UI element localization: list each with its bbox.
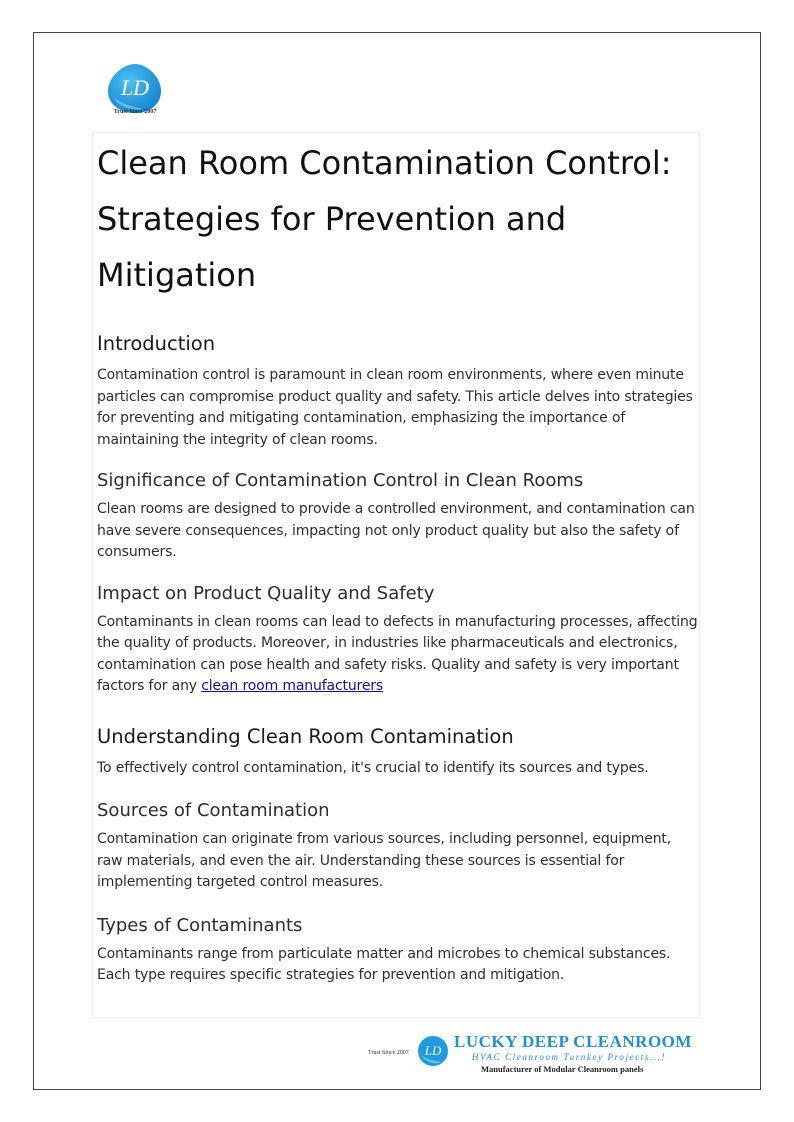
significance-heading: Significance of Contamination Control in Clean Rooms [97, 470, 584, 491]
sources-text: Contamination can originate from various sources, including personnel, equipment, raw materials, and even the air. Understanding these sources is essential for implementing targeted control measures. [97, 831, 672, 890]
understanding-text: To effectively control contamination, it's crucial to identify its sources and types. [97, 759, 649, 776]
sources-heading: Sources of Contamination [97, 800, 330, 821]
clean-room-manufacturers-link[interactable]: clean room manufacturers [201, 678, 384, 694]
impact-text-body: Contaminants in clean rooms can lead to defects in manufacturing processes, affecting the quality of products. Moreover, in industries like pharmaceuticals and electronics, contamination can pose health and safety risks. Quality and safety is very important factors for any [97, 613, 698, 694]
footer-ld-logo-icon [416, 1034, 450, 1068]
types-text: Contaminants range from particulate matter and microbes to chemical substances. Each type requires specific strategies for prevention and mitigation. [97, 945, 671, 983]
understanding-heading: Understanding Clean Room Contamination [97, 724, 514, 748]
footer-company-name: LUCKY DEEP CLEANROOM [454, 1032, 692, 1051]
logo-tagline: Trust Since 2007 [113, 109, 157, 115]
footer-subtitle: Manufacturer of Modular Cleanroom panels [481, 1064, 644, 1074]
article-content [92, 132, 700, 1018]
introduction-text: Contamination control is paramount in clean room environments, where even minute particles can compromise product quality and safety. This article delves into strategies for preventing and mitigating contamination, emphasizing the importance of maintaining the integrity of clean rooms. [97, 367, 693, 448]
footer-tagline: HVAC Cleanroom Turnkey Projects...! [472, 1052, 667, 1062]
footer-logo-monogram: LD [424, 1043, 442, 1058]
footer-brand [368, 1030, 708, 1076]
impact-heading: Impact on Product Quality and Safety [97, 582, 435, 604]
significance-text: Clean rooms are designed to provide a controlled environment, and contamination can have severe consequences, impacting not only product quality but also the safety of consumers. [97, 501, 695, 560]
types-heading: Types of Contaminants [97, 914, 303, 936]
footer-since-text: Trust Since 2007 [368, 1050, 409, 1056]
document-title: Clean Room Contamination Control: Strategies for Prevention and Mitigation [97, 144, 672, 294]
logo-monogram-text: LD [120, 75, 150, 100]
introduction-heading: Introduction [97, 332, 216, 355]
impact-text [97, 612, 699, 698]
